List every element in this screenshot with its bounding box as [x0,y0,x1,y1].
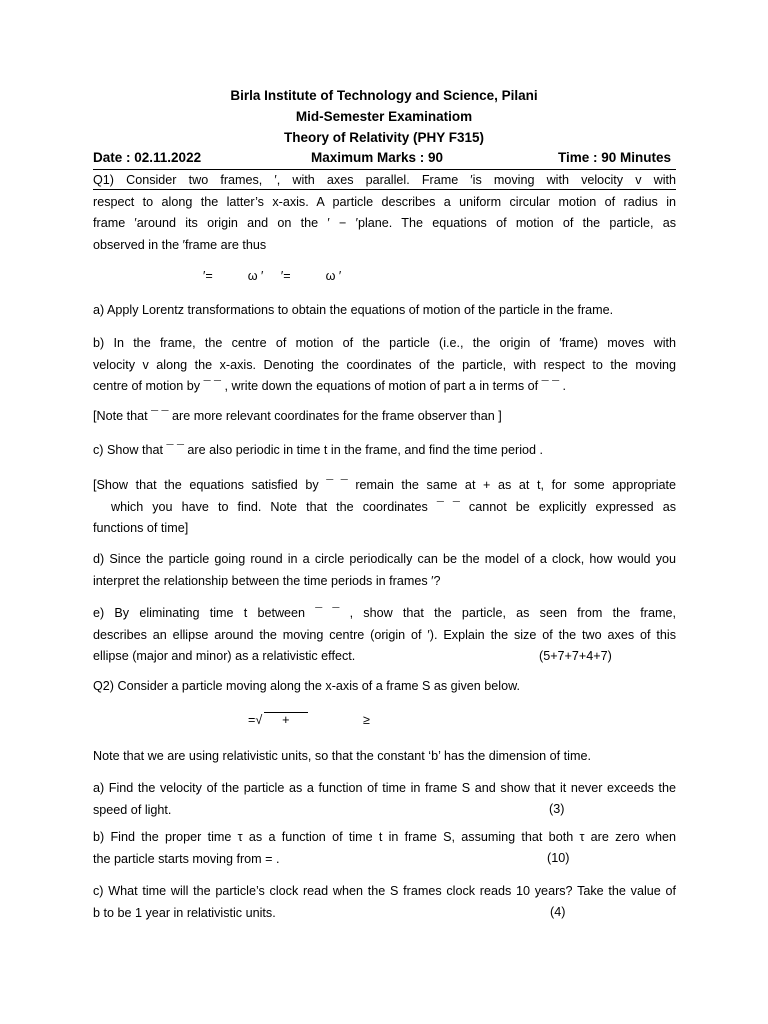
q1-hint: [Show that the equations satisfied by ¯ ¯ remain the same at + as at t, for some appropriate which you have to find. Note that the coordinates ¯ ¯ cannot be explicitly expressed as functions of time] [93,478,676,535]
q2-eq-radicand: + [264,712,308,727]
q1-part-d: d) Since the particle going round in a circle periodically can be the model of a clock, how would you interpret the relationship between the time periods in frames ′? [93,552,676,588]
q2-part-c: c) What time will the particle’s clock read when the S frames clock reads 10 years? Take the value of b to be 1 year in relativistic units. [93,884,676,920]
q2-eq-lhs: =√ [248,713,263,727]
q2-part-a: a) Find the velocity of the particle as a function of time in frame S and show that it never exceeds the speed of light. [93,781,676,817]
q1-marks: (5+7+7+4+7) [539,649,612,663]
q2-c-marks: (4) [550,905,566,919]
q1-note: [Note that ¯ ¯ are more relevant coordinates for the frame observer than ] [93,409,502,423]
q2-b-marks: (10) [547,851,570,865]
q2-units-note: Note that we are using relativistic units, so that the constant ‘b’ has the dimension of time. [93,749,591,763]
institute-name: Birla Institute of Technology and Science, Pilani [230,88,538,103]
q2-statement: Q2) Consider a particle moving along the x-axis of a frame S as given below. [93,679,521,693]
q1-part-a: a) Apply Lorentz transformations to obtain the equations of motion of the particle in the frame. [93,303,614,317]
q2-a-marks: (3) [549,802,565,816]
q1-part-e: e) By eliminating time t between ¯ ¯ , show that the particle, as seen from the frame, describes an ellipse around the moving centre (origin of ′). Explain the size of the two axes of this ellipse (major and minor) as a relativistic effect. [93,606,676,663]
exam-date: Date : 02.11.2022 [93,150,202,165]
exam-duration: Time : 90 Minutes [557,150,671,165]
exam-name: Mid-Semester Examinatiom [295,109,473,124]
exam-meta-row [93,150,676,168]
q2-part-b: b) Find the proper time τ as a function of time t in frame S, assuming that both τ are zero when the particle starts moving from = . [93,830,676,866]
q1-part-b: b) In the frame, the centre of motion of the particle (i.e., the origin of ′frame) moves with velocity v along the x-axis. Denoting the coordinates of the particle, with respect to the moving centre of motion by ¯ ¯ , write down the equations of motion of part a in terms of ¯ ¯ . [93,336,676,393]
q2-eq-condition: ≥ [363,713,370,727]
q1-statement: Q1) Consider two frames, ′, with axes parallel. Frame ′is moving with velocity v with respect to along the latter’s x-axis. A particle describes a uniform circular motion of radius in frame ′around its origin and on the ′ − ′plane. The equations of motion of the particle, as observed in the ′frame are thus [93,173,676,252]
exam-max-marks: Maximum Marks : 90 [311,150,444,165]
q1-equation: ′= ω ′ ′= ω ′ [203,269,342,283]
q2-equation [248,710,448,732]
q1-part-c: c) Show that ¯ ¯ are also periodic in time t in the frame, and find the time period . [93,443,544,457]
course-title: Theory of Relativity (PHY F315) [283,130,485,145]
